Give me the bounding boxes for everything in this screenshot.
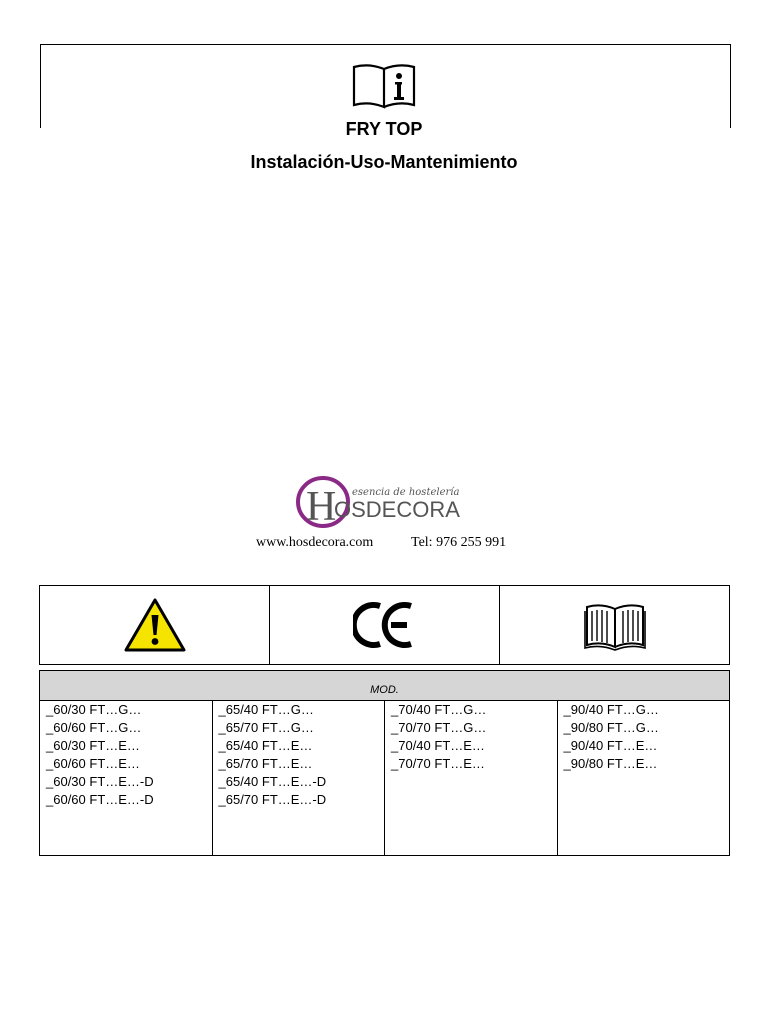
model-item: _70/40 FT…G… [391,702,487,717]
model-item: _90/80 FT…E… [563,756,658,771]
manual-info-icon [352,64,418,109]
models-header: MOD. [40,671,729,701]
symbol-cell-ce [269,586,499,664]
models-column-70 [384,701,557,855]
svg-text:esencia de hostelería: esencia de hostelería [352,487,460,498]
model-item: _65/70 FT…E… [218,756,313,771]
models-table [39,670,730,856]
symbol-cell-manual [499,586,729,664]
model-item: _60/30 FT…E…-D [46,774,154,789]
model-item: _90/80 FT…G… [563,720,659,735]
document-subtitle: Instalación-Uso-Mantenimiento [250,152,518,172]
warning-triangle-icon [123,597,187,653]
model-item: _70/70 FT…G… [391,720,487,735]
model-item: _90/40 FT…E… [563,738,658,753]
svg-text:OSDECORA: OSDECORA [334,497,460,522]
model-item: _65/40 FT…E… [218,738,313,753]
model-item: _70/70 FT…E… [391,756,485,771]
model-item: _60/60 FT…E…-D [46,792,154,807]
symbol-cell-warning [40,586,269,664]
model-item: _90/40 FT…G… [563,702,659,717]
model-item: _65/40 FT…G… [218,702,314,717]
svg-text:H: H [306,484,337,530]
open-manual-icon [583,599,647,651]
model-item: _60/30 FT…E… [46,738,140,753]
models-column-90 [557,701,730,855]
symbols-table [39,585,730,665]
document-title: FRY TOP [345,119,423,139]
model-item: _60/30 FT…G… [46,702,142,717]
hosdecora-logo [294,474,490,530]
phone-number: Tel: 976 255 991 [411,535,507,550]
models-column-60 [40,701,212,855]
model-item: _60/60 FT…E… [46,756,140,771]
ce-mark-icon [353,600,417,650]
model-item: _65/70 FT…G… [218,720,314,735]
model-item: _65/70 FT…E…-D [218,792,327,807]
model-item: _65/40 FT…E…-D [218,774,327,789]
model-item: _70/40 FT…E… [391,738,485,753]
models-column-65 [212,701,385,855]
website-link[interactable]: www.hosdecora.com [256,535,374,550]
model-item: _60/60 FT…G… [46,720,142,735]
